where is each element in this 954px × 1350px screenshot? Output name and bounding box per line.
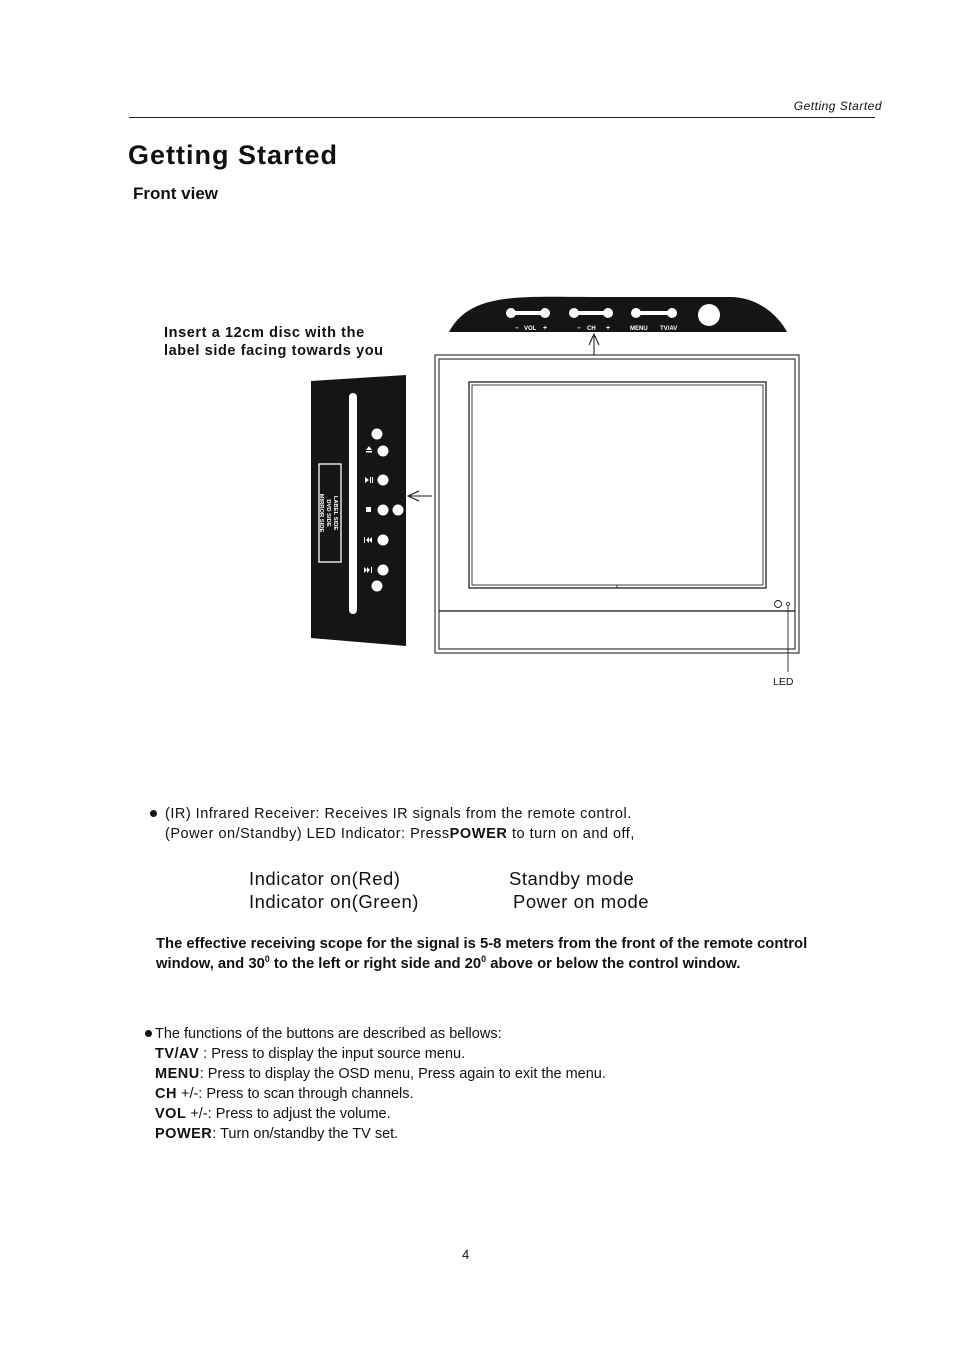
scope-text-1: The effective receiving scope for the signal is 5-8 meters from the front of the remote control window, and 30 <box>156 936 808 972</box>
ir-receiver-icon <box>775 601 782 608</box>
mirror-side-text: MIRROR SIDE <box>318 493 324 533</box>
disc-panel-button <box>393 505 404 516</box>
led-description-prefix: (Power on/Standby) LED Indicator: Press <box>165 826 450 842</box>
running-header: Getting Started <box>793 99 882 113</box>
vol-minus-label: − <box>515 325 519 332</box>
led-description-line <box>165 826 635 842</box>
led-description-suffix: to turn on and off, <box>507 826 635 842</box>
eject-button <box>378 446 389 457</box>
function-item <box>155 1046 465 1062</box>
page-number: 4 <box>462 1247 470 1262</box>
power-key: POWER <box>449 826 508 842</box>
disc-note-line-1: Insert a 12cm disc with the <box>164 325 365 341</box>
function-desc: : Press to display the input source menu. <box>199 1046 466 1062</box>
scope-text-2: to the left or right side and 20 <box>269 956 482 972</box>
function-desc: : Turn on/standby the TV set. <box>212 1126 399 1142</box>
function-item <box>155 1066 606 1082</box>
function-desc: +/-: Press to scan through channels. <box>176 1086 414 1102</box>
indicator-green-mode: Power on mode <box>513 891 650 912</box>
disc-side-panel <box>311 375 406 646</box>
disc-slot <box>349 393 357 614</box>
top-control-panel <box>449 297 787 332</box>
indicator-green-state: Indicator on(Green) <box>249 891 419 912</box>
tv-screen <box>469 382 766 588</box>
page-title: Getting Started <box>128 140 339 170</box>
function-item <box>155 1086 414 1102</box>
indicator-red-state: Indicator on(Red) <box>249 868 401 889</box>
function-key: CH <box>155 1086 177 1102</box>
bullet-icon <box>150 810 157 817</box>
ir-description: (IR) Infrared Receiver: Receives IR signals from the remote control. <box>165 806 632 822</box>
tvav-label: TV/AV <box>660 326 678 332</box>
menu-label: MENU <box>630 326 648 332</box>
function-key: VOL <box>155 1106 187 1122</box>
function-key: MENU <box>155 1066 200 1082</box>
functions-intro-line <box>145 1026 502 1042</box>
function-key: POWER <box>155 1126 213 1142</box>
previous-button <box>378 535 389 546</box>
tv-frame <box>435 355 799 672</box>
receiving-scope-note <box>156 934 836 974</box>
vol-plus-label: + <box>543 325 548 332</box>
ir-description-line <box>150 806 632 822</box>
ch-plus-label: + <box>606 325 611 332</box>
ch-minus-label: − <box>577 325 581 332</box>
vol-label: VOL <box>524 326 537 332</box>
function-desc: : Press to display the OSD menu, Press again to exit the menu. <box>199 1066 606 1082</box>
function-desc: +/-: Press to adjust the volume. <box>186 1106 391 1122</box>
function-item <box>155 1106 391 1122</box>
dvd-side-text: DVD SIDE <box>325 499 331 527</box>
play-pause-button <box>378 475 389 486</box>
led-label: LED <box>773 676 794 688</box>
stop-button <box>378 505 389 516</box>
scope-text-3: above or below the control window. <box>486 956 741 972</box>
section-title: Front view <box>133 184 219 203</box>
bullet-icon <box>145 1030 152 1037</box>
left-arrow-icon <box>408 491 432 501</box>
functions-intro: The functions of the buttons are described as bellows: <box>155 1026 502 1042</box>
function-item <box>155 1126 398 1142</box>
up-arrow-icon <box>589 334 599 355</box>
disc-panel-button <box>372 429 383 440</box>
next-button <box>378 565 389 576</box>
ch-label: CH <box>587 326 596 332</box>
scope-degree-1: 0 <box>264 954 270 965</box>
power-button-icon <box>698 304 720 326</box>
label-side-text: LABEL SIDE <box>332 495 338 531</box>
led-indicator-icon <box>787 603 790 606</box>
disc-panel-button <box>372 581 383 592</box>
scope-degree-2: 0 <box>481 954 487 965</box>
function-key: TV/AV <box>155 1046 200 1062</box>
indicator-red-mode: Standby mode <box>509 868 635 889</box>
disc-note-line-2: label side facing towards you <box>164 343 384 359</box>
stop-icon <box>366 507 371 512</box>
